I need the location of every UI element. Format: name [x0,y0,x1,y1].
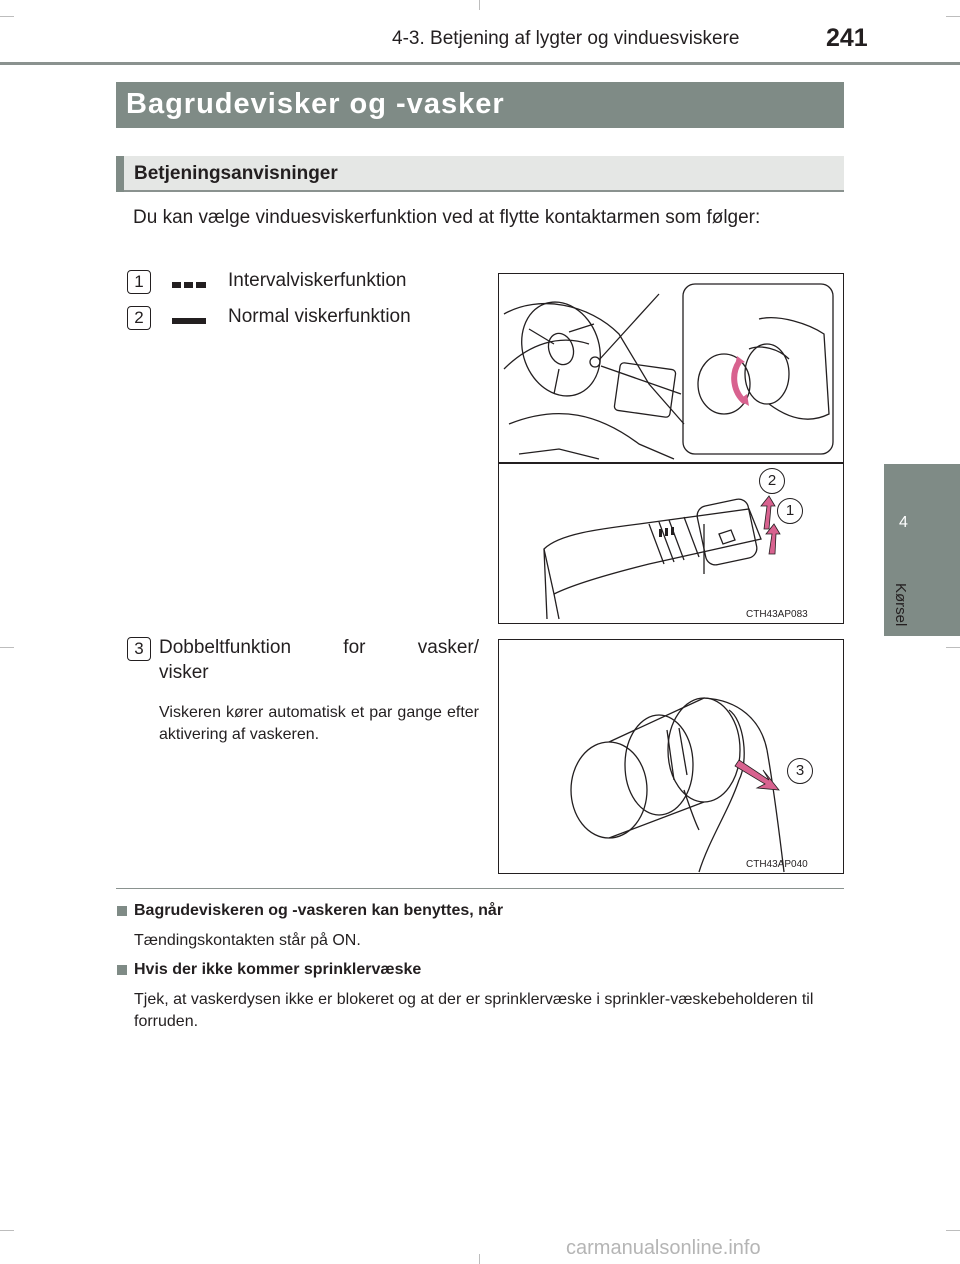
note-body-2: Tjek, at vaskerdysen ikke er blokeret og at der er sprinklervæske i sprinkler-væskebeholderen til forruden. [134,991,814,1030]
crop-mark [0,16,14,17]
header-rule [0,62,960,65]
item-number-2: 2 [127,306,151,330]
item-description-3: Viskeren kører automatisk et par gange efter aktivering af vaskeren. [159,704,479,743]
chapter-tab-number: 4 [899,514,908,531]
item-label-3-line2: visker [159,662,209,683]
crop-mark [0,647,14,648]
figure-code: CTH43AP083 [746,609,808,620]
normal-wipe-icon [172,318,206,324]
item-number-3: 3 [127,637,151,661]
figure-callout-3: 3 [787,758,813,784]
notes-rule [116,888,844,889]
item-number-1: 1 [127,270,151,294]
crop-mark [0,1230,14,1231]
note-heading-1: Bagrudeviskeren og -vaskeren kan benyttes, når [134,902,504,919]
crop-mark [946,647,960,648]
item-label-3: Dobbeltfunktion for vasker/ [159,637,479,658]
section-title: Bagrudevisker og -vasker [126,88,505,120]
washer-lever-illustration [499,640,843,873]
crop-mark [479,0,480,10]
figure-callout-1: 1 [777,498,803,524]
chapter-tab-label: Kørsel [892,583,909,627]
subsection-accent [116,156,124,192]
intro-paragraph: Du kan vælge vinduesviskerfunktion ved at flytte kontaktarmen som følger: [133,207,761,228]
figure-callout-2: 2 [759,468,785,494]
crop-mark [946,16,960,17]
watermark: carmanualsonline.info [566,1237,761,1259]
intermittent-wipe-icon [172,282,206,288]
washer-figure [498,639,844,874]
page-number: 241 [826,24,868,52]
figure-code: CTH43AP040 [746,859,808,870]
header-section: 4-3. Betjening af lygter og vinduesviskere [392,28,740,49]
dashboard-illustration [499,274,843,623]
note-bullet [117,906,127,916]
crop-mark [479,1254,480,1264]
item-label-1: Intervalviskerfunktion [228,270,407,291]
item-label-2: Normal viskerfunktion [228,306,411,327]
wiper-lever-figure [498,273,844,624]
crop-mark [946,1230,960,1231]
subsection-title: Betjeningsanvisninger [134,163,338,184]
note-bullet [117,965,127,975]
note-body-1: Tændingskontakten står på ON. [134,932,361,949]
note-heading-2: Hvis der ikke kommer sprinklervæske [134,961,422,978]
